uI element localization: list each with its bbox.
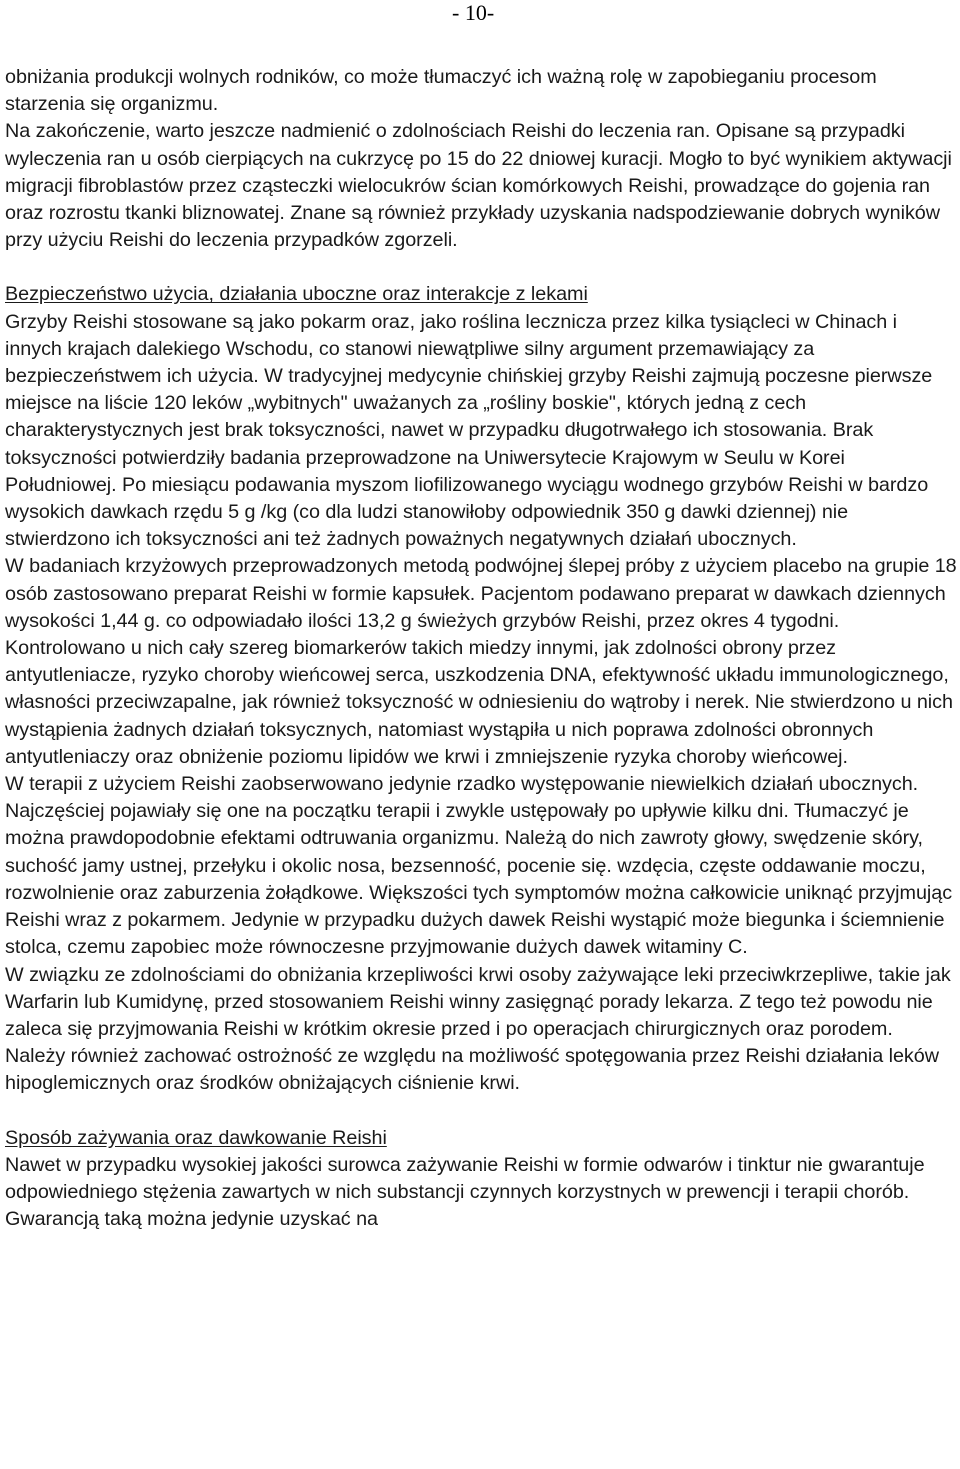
- page-number: - 10-: [452, 0, 495, 25]
- safety-paragraph-3: W terapii z użyciem Reishi zaobserwowano jedynie rzadko występowanie niewielkich działań ubocznych. Najczęściej pojawiały się one na początku terapii i zwykle ustępowały po upływie kilku dni. Tłumaczyć je można prawdopodobnie efektami odtruwania organizmu. Należą do nich zawroty głowy, swędzenie skóry, suchość jamy ustnej, przełyku i okolic nosa, bezsenność, pocenie się. wzdęcia, częste oddawanie moczu, rozwolnienie oraz zaburzenia żołądkowe. Większości tych symptomów można całkowicie uniknąć przyjmując Reishi wraz z pokarmem. Jedynie w przypadku dużych dawek Reishi wystąpić może biegunka i ściemnienie stolca, czemu zapobiec może równoczesne przyjmowanie dużych dawek witaminy C.: [5, 773, 953, 959]
- safety-paragraph-1: Grzyby Reishi stosowane są jako pokarm oraz, jako roślina lecznicza przez kilka tysiącleci w Chinach i innych krajach dalekiego Wschodu, co stanowi niewątpliwe silny argument przemawiający za bezpieczeństwem ich użycia. W tradycyjnej medycynie chińskiej grzyby Reishi zajmują poczesne pierwsze miejsce na liście 120 leków „wybitnych" uważanych za „rośliny boskie", których jedną z cech charakterystycznych jest brak toksyczności, nawet w przypadku długotrwałego ich stosowania. Brak toksyczności potwierdziły badania przeprowadzone na Uniwersytecie Krajowym w Seulu w Korei Południowej. Po miesiącu podawania myszom liofilizowanego wyciągu wodnego grzybów Reishi w bardzo wysokich dawkach rzędu 5 g /kg (co dla ludzi stanowiłoby odpowiednik 350 g dawki dziennej) nie stwierdzono ich toksyczności ani też żadnych poważnych negatywnych działań ubocznych.: [5, 310, 933, 551]
- document-body: [5, 64, 957, 1233]
- safety-paragraph-2: W badaniach krzyżowych przeprowadzonych metodą podwójnej ślepej próby z użyciem placebo na grupie 18 osób zastosowano preparat Reishi w formie kapsułek. Pacjentom podawano preparat w dawkach dziennych wysokości 1,44 g. co odpowiadało ilości 13,2 g świeżych grzybów Reishi, przez okres 4 tygodni. Kontrolowano u nich cały szereg biomarkerów takich miedzy innymi, jak zdolności obrony przez antyutleniacze, ryzyko choroby wieńcowej serca, uszkodzenia DNA, efektywność układu immunologicznego, własności przeciwzapalne, jak również toksyczność w odniesieniu do wątroby i nerek. Nie stwierdzono u nich wystąpienia żadnych działań toksycznych, natomiast wystąpiła u nich poprawa zdolności obronnych antyutleniaczy oraz obniżenie poziomu lipidów we krwi i zmniejszenie ryzyka choroby wieńcowej.: [5, 555, 957, 768]
- intro-paragraph-1: obniżania produkcji wolnych rodników, co może tłumaczyć ich ważną rolę w zapobieganiu procesom starzenia się organizmu.: [5, 66, 877, 116]
- safety-paragraph-4: W związku ze zdolnościami do obniżania krzepliwości krwi osoby zażywające leki przeciwkrzepliwe, takie jak Warfarin lub Kumidynę, przed stosowaniem Reishi winny zasięgnąć porady lekarza. Z tego też powodu nie zaleca się przyjmowania Reishi w krótkim okresie przed i po operacjach chirurgicznych oraz porodem. Należy również zachować ostrożność ze względu na możliwość spotęgowania przez Reishi działania leków hipoglemicznych oraz środków obniżających ciśnienie krwi.: [5, 963, 951, 1095]
- dosage-paragraph-1: Nawet w przypadku wysokiej jakości surowca zażywanie Reishi w formie odwarów i tinktur nie gwarantuje odpowiedniego stężenia zawartych w nich substancji czynnych korzystnych w prewencji i terapii chorób. Gwarancją taką można jedynie uzyskać na: [5, 1153, 925, 1231]
- intro-paragraph-2: Na zakończenie, warto jeszcze nadmienić o zdolnościach Reishi do leczenia ran. Opisane są przypadki wyleczenia ran u osób cierpiących na cukrzycę po 15 do 22 dniowej kuracji. Mogło to być wynikiem aktywacji migracji fibroblastów przez cząsteczki wielocukrów ścian komórkowych Reishi, prowadzące do gojenia ran oraz rozrostu tkanki bliznowatej. Znane są również przykłady uzyskania nadspodziewanie dobrych wyników przy użyciu Reishi do leczenia przypadków zgorzeli.: [5, 120, 952, 252]
- dosage-heading: Sposób zażywania oraz dawkowanie Reishi: [5, 1126, 387, 1149]
- safety-heading: Bezpieczeństwo użycia, działania uboczne oraz interakcje z lekami: [5, 283, 588, 306]
